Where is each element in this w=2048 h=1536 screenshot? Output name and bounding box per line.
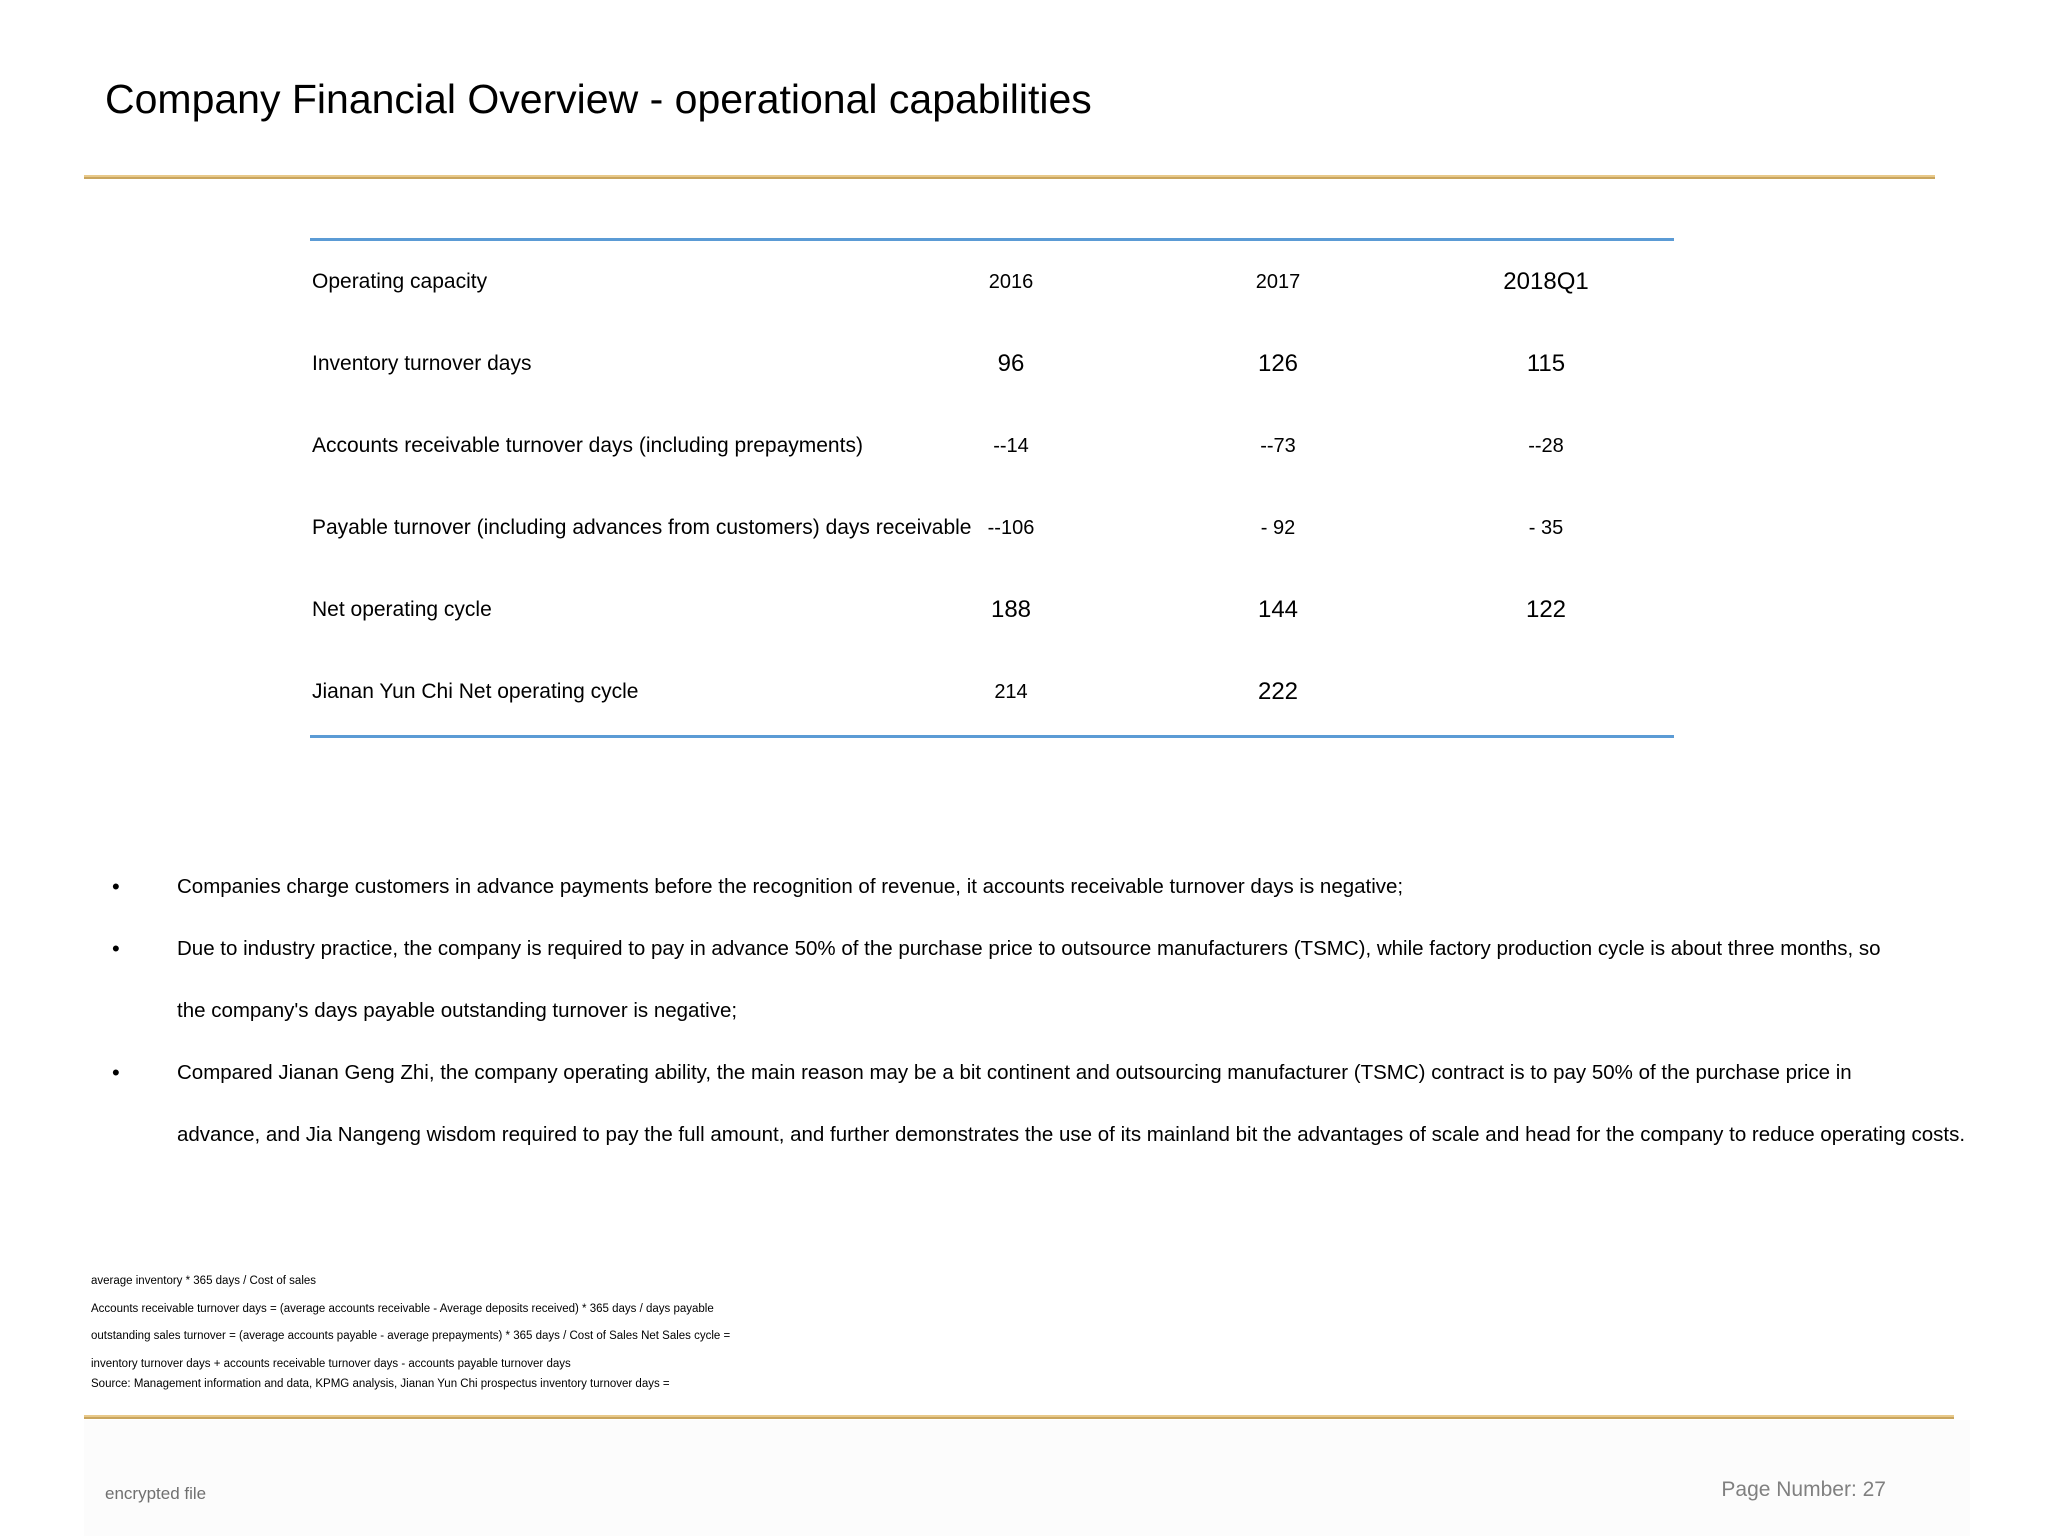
row-value-2016: 96 — [997, 350, 1025, 377]
bullet-line: Companies charge customers in advance payments before the recognition of revenue, it accounts receivable turnover days is negative; — [177, 875, 1404, 898]
bullet-item — [108, 1042, 2008, 1166]
row-value-2018q1 — [1493, 651, 1599, 733]
footnote-line: outstanding sales turnover = (average accounts payable - average prepayments) * 365 days / Cost of Sales Net Sales cycle = — [91, 1330, 731, 1342]
row-value-2018q1: - 35 — [1528, 517, 1564, 539]
header-col-2016: 2016 — [988, 271, 1034, 293]
page-number: Page Number: 27 — [1721, 1478, 1886, 1501]
table-header-row — [310, 241, 1674, 323]
bullet-item — [108, 918, 2008, 1042]
table-row — [310, 323, 1674, 405]
bullet-line: advance, and Jia Nangeng wisdom required to pay the full amount, and further demonstrates the use of its mainland bit the advantages of scale and head for the company to reduce operating costs. — [177, 1123, 1966, 1146]
footnote-line: Accounts receivable turnover days = (average accounts receivable - Average deposits received) * 365 days / days payable — [91, 1302, 714, 1315]
bullet-item — [108, 856, 2008, 918]
row-value-2018q1: 115 — [1526, 350, 1566, 377]
table-row — [310, 487, 1674, 569]
row-value-2017: 144 — [1257, 596, 1299, 623]
row-value-2016: --106 — [987, 517, 1035, 539]
commentary-bullets — [108, 856, 2008, 1166]
row-value-2016: 188 — [990, 596, 1032, 623]
row-label: Inventory turnover days — [312, 352, 532, 375]
page-title: Company Financial Overview - operational capabilities — [105, 76, 1092, 122]
row-label: Jianan Yun Chi Net operating cycle — [312, 680, 639, 703]
bullet-dot-icon: • — [112, 874, 120, 899]
footnotes — [91, 1268, 991, 1394]
row-value-2018q1: --28 — [1528, 435, 1564, 457]
bullet-line: Compared Jianan Geng Zhi, the company operating ability, the main reason may be a bit continent and outsourcing manufacturer (TSMC) contract is to pay 50% of the purchase price in — [177, 1061, 1852, 1084]
row-value-2017: 222 — [1257, 678, 1299, 705]
row-value-2016: 214 — [994, 681, 1028, 703]
header-label: Operating capacity — [312, 270, 488, 293]
row-value-2018q1: 122 — [1525, 596, 1567, 623]
footnote-source: Source: Management information and data, KPMG analysis, Jianan Yun Chi prospectus inventory turnover days = — [91, 1378, 670, 1390]
bullet-dot-icon: • — [112, 936, 120, 961]
header-col-2018q1: 2018Q1 — [1503, 268, 1589, 295]
bullet-line: Due to industry practice, the company is required to pay in advance 50% of the purchase price to outsource manufacturers (TSMC), while factory production cycle is about three months, so — [177, 937, 1881, 960]
row-value-2017: - 92 — [1260, 517, 1296, 539]
footer-divider — [84, 1415, 1954, 1419]
table-row — [310, 405, 1674, 487]
table-row — [310, 569, 1674, 651]
footer-confidentiality-label: encrypted file — [105, 1484, 207, 1503]
bullet-line: the company's days payable outstanding turnover is negative; — [177, 999, 738, 1022]
bullet-dot-icon: • — [112, 1060, 120, 1085]
page-footer — [84, 1420, 1970, 1536]
row-label: Net operating cycle — [312, 598, 492, 621]
header-col-2017: 2017 — [1255, 271, 1301, 293]
operating-capacity-table — [310, 238, 1674, 738]
row-value-2016: --14 — [993, 435, 1029, 457]
row-label: Payable turnover (including advances from customers) days receivable — [312, 516, 972, 539]
row-value-2017: 126 — [1257, 350, 1299, 377]
title-divider — [84, 175, 1935, 179]
row-value-2017: --73 — [1260, 435, 1296, 457]
row-label: Accounts receivable turnover days (including prepayments) — [312, 434, 863, 457]
table-row — [310, 651, 1674, 733]
footnote-line: average inventory * 365 days / Cost of sales — [91, 1275, 317, 1287]
footnote-line: inventory turnover days + accounts receivable turnover days - accounts payable turnover days — [91, 1357, 571, 1370]
